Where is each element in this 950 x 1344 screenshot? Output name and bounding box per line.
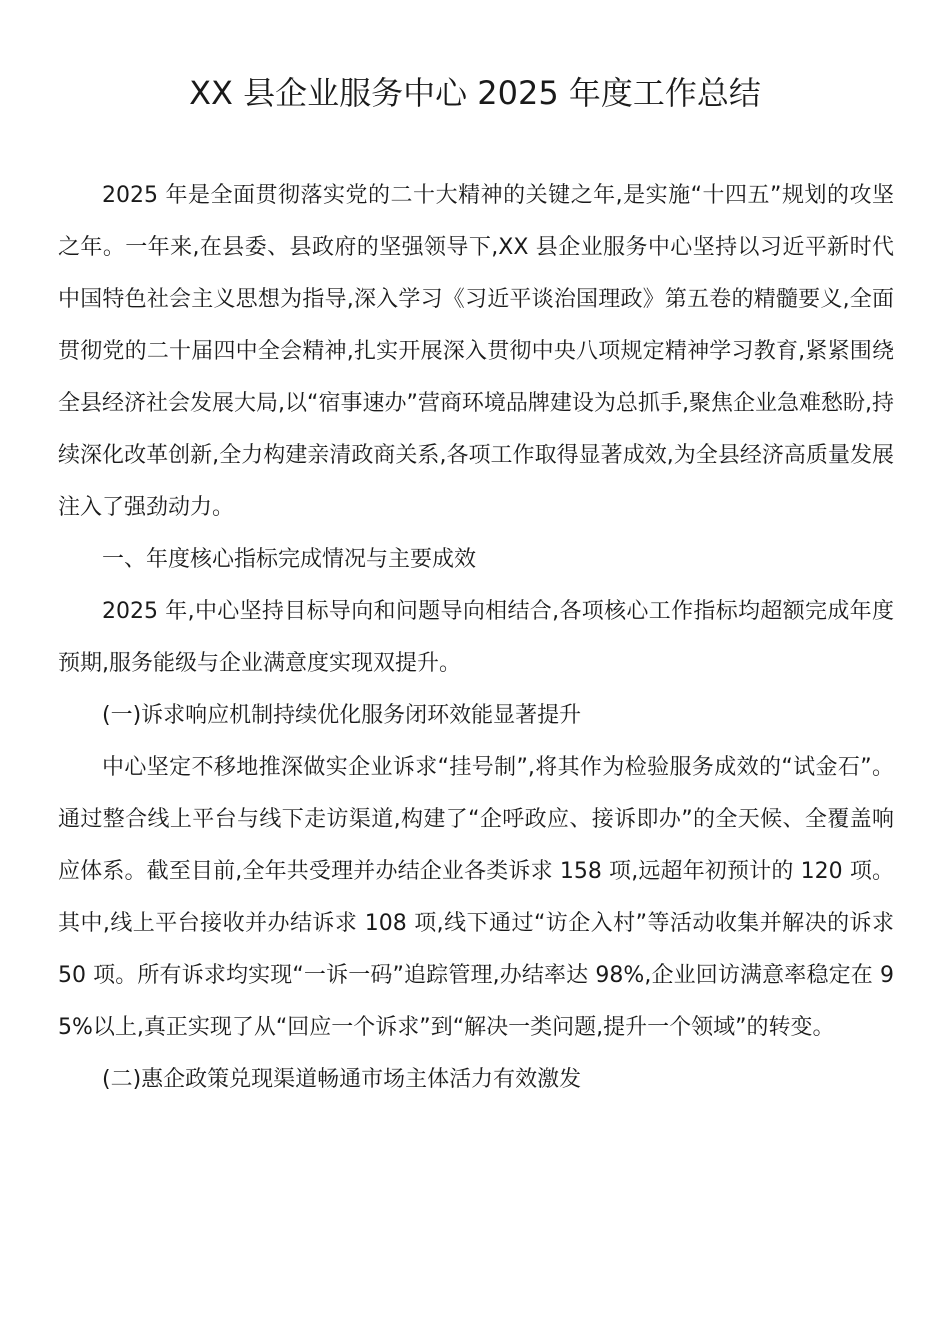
intro-paragraph: 2025 年是全面贯彻落实党的二十大精神的关键之年,是实施“十四五”规划的攻坚之年。一年来,在县委、县政府的坚强领导下,XX 县企业服务中心坚持以习近平新时代中国特色社会主义思想为指导,深入学习《习近平谈治国理政》第五卷的精髓要义,全面贯彻党的二十届四中全会精神,扎实开展深入贯彻中央八项规定精神学习教育,紧紧围绕全县经济社会发展大局,以“宿事速办”营商环境品牌建设为总抓手,聚焦企业急难愁盼,持续深化改革创新,全力构建亲清政商关系,各项工作取得显著成效,为全县经济高质量发展注入了强劲动力。 bbox=[58, 183, 894, 520]
document-body bbox=[58, 170, 894, 1106]
subsection-heading-1: (一)诉求响应机制持续优化服务闭环效能显著提升 bbox=[102, 703, 582, 728]
document-title: XX 县企业服务中心 2025 年度工作总结 bbox=[189, 74, 761, 112]
section-1-paragraph: 2025 年,中心坚持目标导向和问题导向相结合,各项核心工作指标均超额完成年度预期,服务能级与企业满意度实现双提升。 bbox=[58, 599, 894, 676]
subsection-1-paragraph: 中心坚定不移地推深做实企业诉求“挂号制”,将其作为检验服务成效的“试金石”。通过整合线上平台与线下走访渠道,构建了“企呼政应、接诉即办”的全天候、全覆盖响应体系。截至目前,全年共受理并办结企业各类诉求 158 项,远超年初预计的 120 项。其中,线上平台接收并办结诉求 108 项,线下通过“访企入村”等活动收集并解决的诉求 50 项。所有诉求均实现“一诉一码”追踪管理,办结率达 98%,企业回访满意率稳定在 95%以上,真正实现了从“回应一个诉求”到“解决一类问题,提升一个领域”的转变。 bbox=[58, 755, 894, 1040]
section-heading-1: 一、年度核心指标完成情况与主要成效 bbox=[102, 547, 477, 572]
subsection-heading-2: (二)惠企政策兑现渠道畅通市场主体活力有效激发 bbox=[102, 1067, 582, 1092]
